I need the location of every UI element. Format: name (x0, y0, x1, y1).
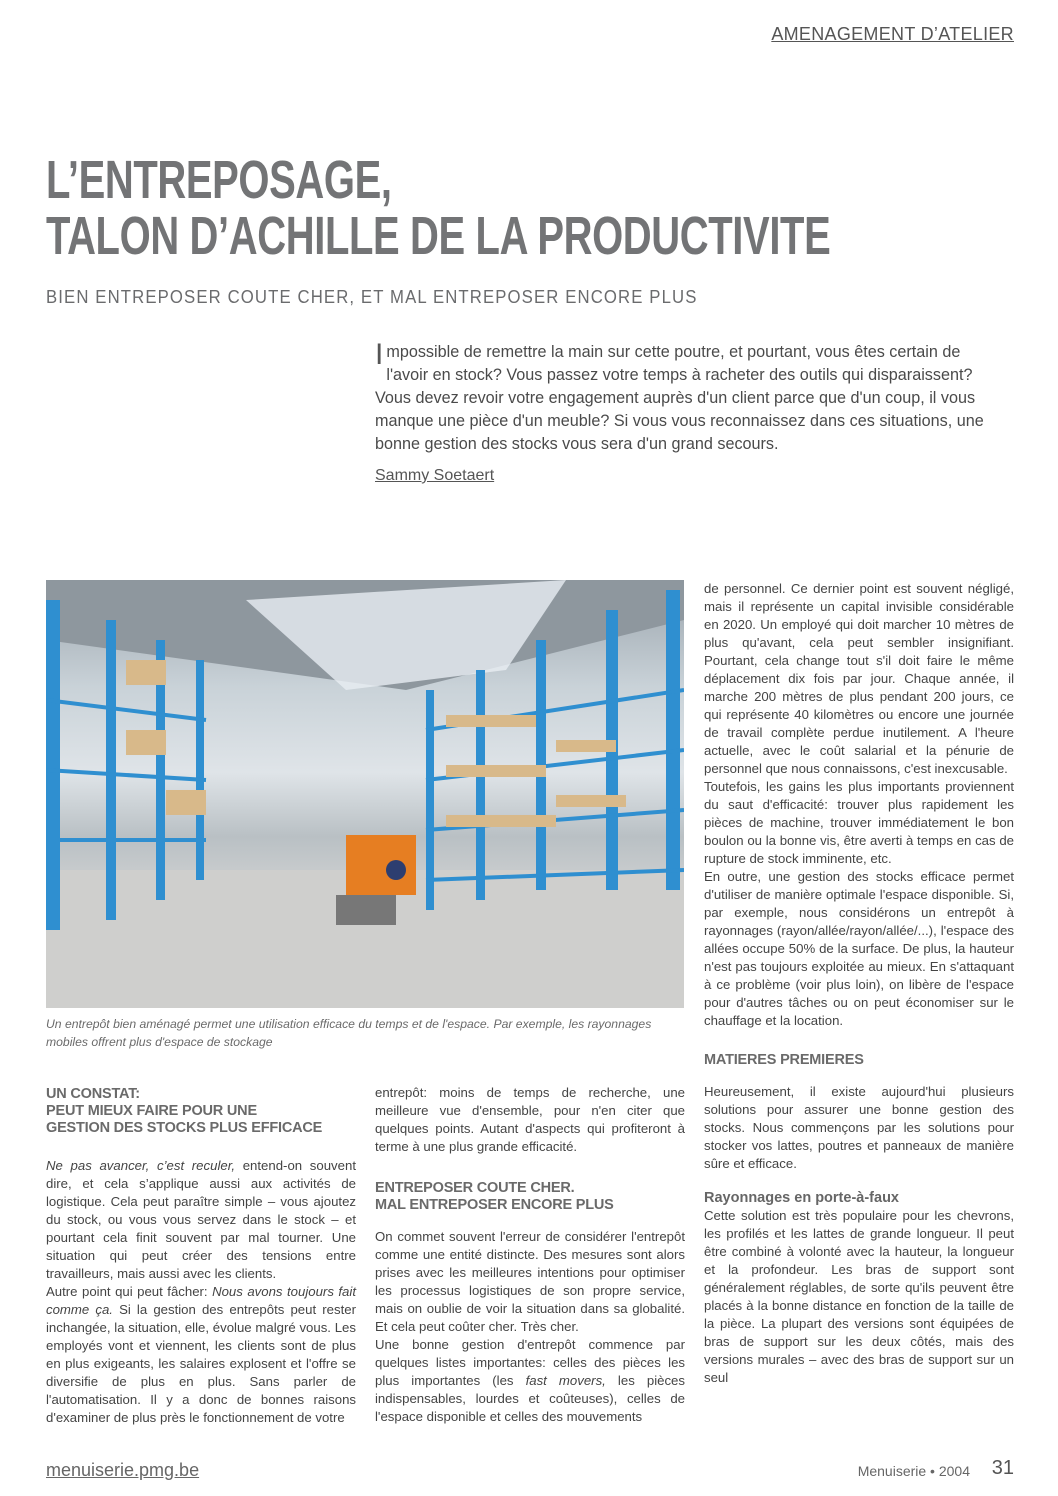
page-number: 31 (991, 1457, 1014, 1479)
text: Une bonne gestion d'entrepôt commence par quelques listes importantes: celles des pièces les plus importantes (les (375, 1337, 685, 1388)
subheading-rayonnages: Rayonnages en porte-à-faux (704, 1190, 899, 1206)
paragraph: de personnel. Ce dernier point est souvent négligé, mais il représente un capital invisible considérable en 2020. Un employé qui doit marcher 10 mètres de plus qu'avant, cela peut sembler insignifiant. Pourtant, cela change tout s'il doit faire le même déplacement dix fois par jour. Chaque année, il marche 200 mètres de plus pendant 200 jours, ce qui représente 40 kilomètres ou encore une journée de travail complète perdue inutilement. A l'heure actuelle, avec le coût salarial et la pénurie de personnel que nous connaissons, c'est inexcusable. (704, 581, 1014, 776)
section-label: AMENAGEMENT D’ATELIER (771, 24, 1014, 44)
paragraph (46, 1283, 356, 1427)
term-italic: fast movers, (525, 1373, 606, 1388)
author-link[interactable]: Sammy Soetaert (375, 467, 495, 484)
column-3 (704, 580, 1014, 1387)
text: Si la gestion des entrepôts peut rester inchangée, la situation, elle, évolue malgré vous. Les employés vont et viennent, les clients sont de plus en plus exigeants, les salaires explosent et l'offre se diversifie de plus en plus. Sans parler de l'automatisation. Il y a donc de bonnes raisons d'examiner de plus près le fonctionnement de votre (46, 1302, 356, 1425)
article-subtitle: BIEN ENTREPOSER COUTE CHER, ET MAL ENTREPOSER ENCORE PLUS (46, 287, 698, 307)
warehouse-photo (46, 580, 684, 1008)
footer-website-link[interactable]: menuiserie.pmg.be (46, 1460, 200, 1480)
column-1 (46, 1086, 356, 1427)
intro-text: mpossible de remettre la main sur cette poutre, et pourtant, vous êtes certain de l'avoir en stock? Vous passez votre temps à racheter des outils qui disparaissent? Vous devez revoir votre engagement auprès d'un client parce que d'un coup, il vous manque une pièce d'un meuble? Si vous vous reconnaissez dans ces situations, une bonne gestion des stocks vous sera d'un grand secours. (375, 343, 984, 453)
title-line-2: TALON D’ACHILLE DE LA PRODUCTIVITE (46, 206, 831, 266)
warehouse-illustration (46, 580, 684, 1008)
paragraph (46, 1157, 356, 1283)
quote-italic: Nous avons toujours fait comme ça. (46, 1284, 356, 1317)
text: entend-on souvent dire, et cela s’applique aussi aux activités de logistique. Cela peut paraître simple – vous ajoutez du stock, ou vous vous servez dans le stock – et pourtant cela finit souvent par mal tourner. Une situation qui peut créer des tensions entre travailleurs, mais aussi avec les clients. (46, 1158, 356, 1281)
column-2 (375, 1084, 685, 1426)
text: Autre point qui peut fâcher: (46, 1284, 213, 1299)
quote-italic: Ne pas avancer, c’est reculer, (46, 1158, 236, 1173)
text: les pièces indispensables, lourdes et coûteuses), celles de l'espace disponible et celles des mouvements (375, 1373, 685, 1424)
paragraph: Cette solution est très populaire pour les chevrons, les profilés et les lattes de grande longueur. Il peut être combiné à volonté avec la hauteur, la longueur et la profondeur. Les bras de support sont généralement réglables, de sorte qu'ils peuvent être placés à la bonne distance en fonction de la taille de la pièce. La plupart des versions sont équipées de bras de support sur les deux côtés, mais des versions murales – avec des bras de support sur un seul (704, 1208, 1014, 1385)
section-heading-entreposer: ENTREPOSER COUTE CHER. MAL ENTREPOSER ENCORE PLUS (375, 1180, 614, 1213)
paragraph: Toutefois, les gains les plus importants proviennent du saut d'efficacité: trouver plus rapidement les pièces de machine, trouver immédiatement le bon boulon ou la bonne vis, être averti à temps en cas de rupture de stock imminente, etc. (704, 779, 1014, 866)
intro-paragraph (375, 338, 1005, 456)
section-heading-constat: UN CONSTAT: PEUT MIEUX FAIRE POUR UNE GESTION DES STOCKS PLUS EFFICACE (46, 1086, 323, 1136)
drop-cap: I (375, 338, 384, 371)
paragraph (375, 1336, 685, 1426)
paragraph: On commet souvent l'erreur de considérer l'entrepôt comme une entité distincte. Des mesures sont alors prises avec les meilleures intentions pour optimiser les processus logistiques de son propre service, mais on oublie de voir la situation dans sa globalité. Et cela peut coûter cher. Très cher. (375, 1229, 685, 1334)
paragraph: entrepôt: moins de temps de recherche, une meilleure vue d'ensemble, pour n'en citer que quelques points. Autant d'aspects qui profiteront à terme à une plus grande efficacité. (375, 1085, 685, 1154)
photo-caption: Un entrepôt bien aménagé permet une utilisation efficace du temps et de l'espace. Par exemple, les rayonnages mobiles offrent plus d'espace de stockage (46, 1017, 652, 1049)
footer-issue: Menuiserie • 2004 (857, 1463, 970, 1479)
article-title (46, 152, 830, 264)
paragraph: Heureusement, il existe aujourd'hui plusieurs solutions pour assurer une bonne gestion des stocks. Nous commençons par les solutions pour stocker vos lattes, poutres et panneaux de manière sûre et efficace. (704, 1084, 1014, 1171)
paragraph: En outre, une gestion des stocks efficace permet d'utiliser de manière optimale l'espace disponible. Si, par exemple, nous considérons un entrepôt à rayonnages (rayon/allée/rayon/allée/...), l'espace des allées occupe 50% de la surface. De plus, la hauteur n'est pas toujours exploitée au mieux. En s'attaquant à ce problème (voir plus loin), on libère de l'espace pour d'autres tâches ou on peut économiser sur le chauffage et la location. (704, 869, 1014, 1028)
section-heading-matieres: MATIERES PREMIERES (704, 1052, 864, 1068)
title-line-1: L’ENTREPOSAGE, (46, 150, 392, 210)
